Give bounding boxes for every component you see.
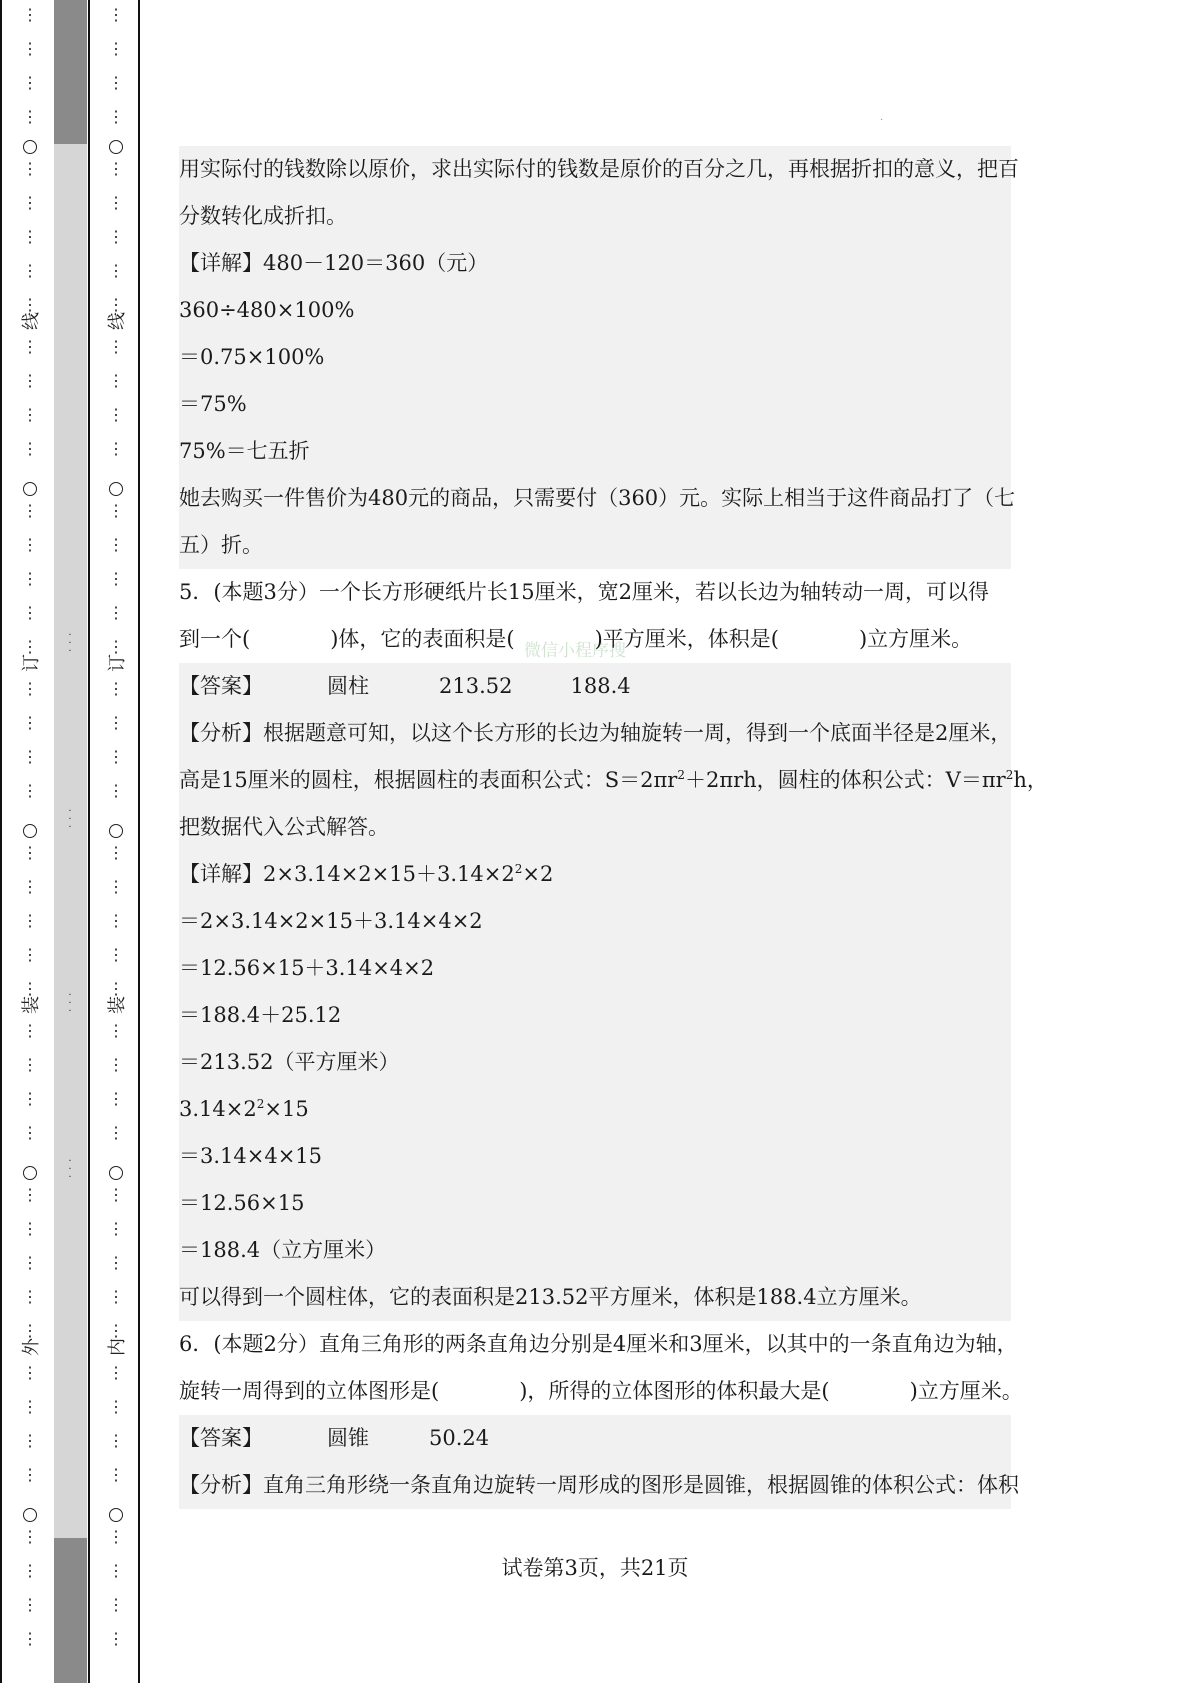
binding-dots: ⋮: [108, 1595, 124, 1614]
binding-circle: [109, 1166, 123, 1180]
binding-dots: ⋮: [22, 535, 38, 554]
binding-dots: ⋮: [108, 193, 124, 212]
binding-dots: ⋮: [22, 679, 38, 698]
question-5-detail-6: $3.14\times 2^2\times 15$: [179, 1086, 1011, 1133]
binding-dots: ⋮: [22, 877, 38, 896]
binding-dots: ⋮: [22, 1397, 38, 1416]
binding-dots: ⋮: [108, 747, 124, 766]
binding-dots: ⋮: [22, 979, 38, 998]
strip-dots: · · ·: [68, 1156, 72, 1183]
binding-dots: ⋮: [22, 781, 38, 800]
text-line: 用实际付的钱数除以原价，求出实际付的钱数是原价的百分之几，再根据折扣的意义，把百: [179, 146, 1011, 193]
binding-dots: ⋮: [22, 1021, 38, 1040]
binding-dots: ⋮: [108, 1185, 124, 1204]
binding-dots: ⋮: [22, 1219, 38, 1238]
binding-dots: ⋮: [108, 679, 124, 698]
binding-label: 内: [107, 1338, 128, 1356]
binding-dots: ⋮: [22, 5, 38, 24]
binding-dots: ⋮: [108, 295, 124, 314]
binding-dots: ⋮: [108, 1431, 124, 1450]
binding-dots: ⋮: [108, 1465, 124, 1484]
binding-label: 订: [21, 654, 42, 672]
binding-dots: ⋮: [108, 1123, 124, 1142]
binding-dots: ⋮: [108, 227, 124, 246]
binding-dots: ⋮: [108, 911, 124, 930]
binding-dots: ⋮: [108, 39, 124, 58]
binding-circle: [23, 1166, 37, 1180]
question-5-detail-3: ＝12.56×15＋3.14×4×2: [179, 945, 1011, 992]
binding-dots: ⋮: [108, 1527, 124, 1546]
answer-value: 50.24: [429, 1426, 490, 1450]
binding-dots: ⋮: [22, 1431, 38, 1450]
question-5-analysis-2: 高是15厘米的圆柱，根据圆柱的表面积公式：$S=2\pi r^2+2\pi rh$，圆柱的体积公式：$V=\pi r^2h$，: [179, 757, 1011, 804]
previous-answer-block: [179, 146, 1019, 569]
question-5-detail-9: ＝188.4（立方厘米）: [179, 1227, 1011, 1274]
binding-dots: ⋮: [108, 1561, 124, 1580]
binding-dots: ⋮: [22, 1253, 38, 1272]
question-6-line-2: 旋转一周得到的立体图形是( )，所得的立体图形的体积最大是( )立方厘米。: [179, 1379, 1023, 1403]
binding-dots: ⋮: [22, 843, 38, 862]
question-6-analysis-1: 【分析】直角三角形绕一条直角边旋转一周形成的图形是圆锥，根据圆锥的体积公式：体积: [179, 1462, 1011, 1509]
binding-dots: ⋮: [22, 713, 38, 732]
question-6-line-1: 6．(本题2分）直角三角形的两条直角边分别是4厘米和3厘米，以其中的一条直角边为轴，: [179, 1332, 1018, 1356]
outer-border: [0, 0, 2, 1683]
binding-dots: ⋮: [108, 501, 124, 520]
binding-dots: ⋮: [22, 1465, 38, 1484]
binding-dots: ⋮: [22, 295, 38, 314]
binding-dots: ⋮: [108, 1363, 124, 1382]
binding-dots: ⋮: [22, 193, 38, 212]
answer-value: 188.4: [570, 674, 631, 698]
binding-dots: ⋮: [108, 1021, 124, 1040]
binding-margin: [0, 0, 142, 1683]
binding-dots: ⋮: [22, 1287, 38, 1306]
binding-dots: ⋮: [22, 1089, 38, 1108]
question-5-detail-1: 【详解】$2\times 3.14\times 2\times 15+3.14\times 2^2\times 2$: [179, 851, 1011, 898]
binding-dots: ⋮: [108, 1253, 124, 1272]
binding-dots: ⋮: [22, 107, 38, 126]
binding-dots: ⋮: [22, 39, 38, 58]
binding-dots: ⋮: [108, 1397, 124, 1416]
answer-value: 213.52: [439, 674, 513, 698]
top-mark: ·: [880, 115, 884, 126]
binding-label: 装: [21, 996, 42, 1014]
binding-dots: ⋮: [108, 843, 124, 862]
strip-dots: · · ·: [68, 630, 72, 657]
binding-dots: ⋮: [22, 747, 38, 766]
binding-label: 线: [21, 312, 42, 330]
binding-dots: ⋮: [22, 501, 38, 520]
binding-dots: ⋮: [22, 261, 38, 280]
binding-dots: ⋮: [108, 979, 124, 998]
strip-dots: · · ·: [68, 806, 72, 833]
question-5-detail-8: ＝12.56×15: [179, 1180, 1011, 1227]
question-5-detail-2: ＝2×3.14×2×15＋3.14×4×2: [179, 898, 1011, 945]
binding-dots: ⋮: [108, 261, 124, 280]
binding-dots: ⋮: [108, 1219, 124, 1238]
watermark: 微信小程序搜: [524, 641, 626, 661]
binding-dots: ⋮: [22, 1321, 38, 1340]
binding-dots: ⋮: [22, 637, 38, 656]
question-5-analysis-3: 把数据代入公式解答。: [179, 804, 1011, 851]
binding-dots: ⋮: [22, 911, 38, 930]
binding-dots: ⋮: [108, 73, 124, 92]
binding-dots: ⋮: [108, 569, 124, 588]
binding-dots: ⋮: [22, 1595, 38, 1614]
answer-value: 圆柱: [327, 674, 369, 698]
binding-dots: ⋮: [108, 603, 124, 622]
binding-dots: ⋮: [22, 159, 38, 178]
text-line: 五）折。: [179, 522, 1011, 569]
binding-dots: ⋮: [22, 227, 38, 246]
binding-circle: [23, 482, 37, 496]
question-5-answer: 【答案】 圆柱 213.52 188.4: [179, 663, 1011, 710]
answer-value: 圆锥: [327, 1426, 369, 1450]
strip-dots: · · ·: [68, 990, 72, 1017]
question-5-detail-5: ＝213.52（平方厘米）: [179, 1039, 1011, 1086]
text-line: 75%＝七五折: [179, 428, 1011, 475]
binding-dots: ⋮: [108, 1089, 124, 1108]
binding-dots: ⋮: [108, 405, 124, 424]
question-5-detail-4: ＝188.4＋25.12: [179, 992, 1011, 1039]
binding-dots: ⋮: [108, 1055, 124, 1074]
document-content: [179, 146, 1048, 1509]
binding-circle: [23, 1508, 37, 1522]
binding-dots: ⋮: [108, 1287, 124, 1306]
binding-dots: ⋮: [22, 945, 38, 964]
binding-dots: ⋮: [108, 781, 124, 800]
binding-dots: ⋮: [108, 877, 124, 896]
binding-circle: [109, 140, 123, 154]
question-5-detail-10: 可以得到一个圆柱体，它的表面积是213.52平方厘米，体积是188.4立方厘米。: [179, 1274, 1011, 1321]
question-5-line-2: 到一个( )体，它的表面积是( )平方厘米，体积是( )立方厘米。: [179, 627, 973, 651]
binding-dots: ⋮: [22, 1363, 38, 1382]
binding-dots: ⋮: [22, 569, 38, 588]
binding-dots: ⋮: [22, 405, 38, 424]
binding-dots: ⋮: [108, 159, 124, 178]
binding-dots: ⋮: [108, 945, 124, 964]
binding-dots: ⋮: [108, 637, 124, 656]
binding-dots: ⋮: [22, 337, 38, 356]
binding-dots: ⋮: [108, 107, 124, 126]
binding-label: 外: [21, 1338, 42, 1356]
binding-circle: [23, 824, 37, 838]
binding-dots: ⋮: [108, 1321, 124, 1340]
text-line: 她去购买一件售价为480元的商品，只需要付（360）元。实际上相当于这件商品打了（七: [179, 475, 1011, 522]
question-5-analysis-1: 【分析】根据题意可知，以这个长方形的长边为轴旋转一周，得到一个底面半径是2厘米，: [179, 710, 1011, 757]
binding-label: 线: [107, 312, 128, 330]
text-line: 360÷480×100%: [179, 287, 1011, 334]
page-footer: 试卷第3页，共21页: [501, 1556, 689, 1580]
binding-circle: [23, 140, 37, 154]
binding-dots: ⋮: [22, 73, 38, 92]
binding-dots: ⋮: [22, 1055, 38, 1074]
binding-dots: ⋮: [22, 439, 38, 458]
binding-dots: ⋮: [108, 535, 124, 554]
dark-band-top: [54, 0, 87, 144]
question-5-detail-7: ＝3.14×4×15: [179, 1133, 1011, 1180]
binding-circle: [109, 482, 123, 496]
inner-dot-column: [106, 0, 126, 1683]
inner-border-left: [88, 0, 90, 1683]
text-line: ＝75%: [179, 381, 1011, 428]
binding-dots: ⋮: [22, 1527, 38, 1546]
inner-border-right: [138, 0, 140, 1683]
outer-dot-column: [20, 0, 40, 1683]
binding-dots: ⋮: [22, 1561, 38, 1580]
binding-label: 订: [107, 654, 128, 672]
binding-dots: ⋮: [22, 603, 38, 622]
gray-strip: [54, 0, 87, 1683]
question-6-answer: 【答案】 圆锥 50.24: [179, 1415, 1011, 1462]
binding-circle: [109, 1508, 123, 1522]
binding-dots: ⋮: [108, 1629, 124, 1648]
binding-dots: ⋮: [22, 371, 38, 390]
question-5-line-1: 5．(本题3分）一个长方形硬纸片长15厘米，宽2厘米，若以长边为轴转动一周，可以得: [179, 580, 989, 604]
binding-dots: ⋮: [22, 1629, 38, 1648]
binding-dots: ⋮: [108, 713, 124, 732]
text-line: 分数转化成折扣。: [179, 193, 1011, 240]
binding-dots: ⋮: [108, 337, 124, 356]
text-line: 【详解】480－120＝360（元）: [179, 240, 1011, 287]
binding-dots: ⋮: [108, 439, 124, 458]
binding-dots: ⋮: [22, 1185, 38, 1204]
binding-circle: [109, 824, 123, 838]
text-line: ＝0.75×100%: [179, 334, 1011, 381]
binding-label: 装: [107, 996, 128, 1014]
binding-dots: ⋮: [108, 5, 124, 24]
binding-dots: ⋮: [108, 371, 124, 390]
binding-dots: ⋮: [22, 1123, 38, 1142]
